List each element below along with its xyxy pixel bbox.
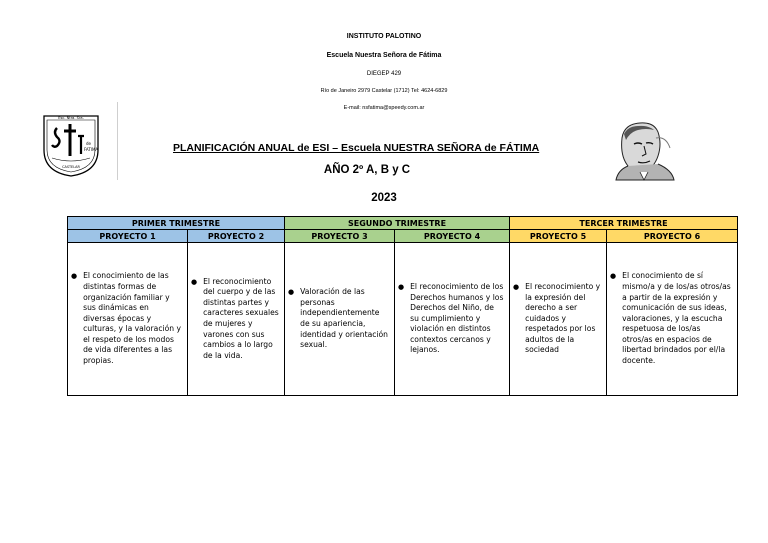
school-address: Río de Janeiro 2979 Castelar (1712) Tel: 4624-6829 xyxy=(320,88,448,94)
project-5-header: PROYECTO 5 xyxy=(510,230,607,243)
logo-text-bottom: CASTELAR xyxy=(62,165,80,169)
project-4-text: El reconocimiento de los Derechos humanos y los Derechos del Niño, de su cumplimiento y violación en distintos contextos cercanos y lejanos. xyxy=(410,281,504,355)
bullet-icon: ● xyxy=(288,288,295,297)
bullet-icon: ● xyxy=(398,282,405,291)
logo-text-de: de xyxy=(86,141,91,146)
year: 2023 xyxy=(371,192,397,204)
project-1-header: PROYECTO 1 xyxy=(68,230,188,243)
project-2-cell xyxy=(188,243,285,396)
project-6-header: PROYECTO 6 xyxy=(607,230,738,243)
project-2-text: El reconocimiento del cuerpo y de las distintas partes y caracteres sexuales de mujeres y varones con sus cambios a lo largo de la vida. xyxy=(203,276,279,360)
logo-text-fatima: FATIMA xyxy=(84,147,99,152)
trimester-2-header: SEGUNDO TRIMESTRE xyxy=(285,217,510,230)
bullet-icon: ● xyxy=(191,277,198,286)
project-1-cell xyxy=(68,243,188,396)
diegep-number: DIEGEP 429 xyxy=(366,71,402,77)
project-5-cell xyxy=(510,243,607,396)
project-4-cell xyxy=(395,243,510,396)
school-name: Escuela Nuestra Señora de Fátima xyxy=(326,52,442,59)
project-content-row xyxy=(68,243,738,396)
bullet-icon: ● xyxy=(513,282,520,291)
project-1-text: El conocimiento de las distintas formas de organización familiar y sus dinámicas en diversas épocas y culturas, y la valoración y el respeto de los modos de vida diferentes a las propias. xyxy=(83,271,181,366)
school-email: E-mail: nsfatima@speedy.com.ar xyxy=(343,105,425,111)
project-2-header: PROYECTO 2 xyxy=(188,230,285,243)
institute-name: INSTITUTO PALOTINO xyxy=(346,33,422,40)
bullet-icon: ● xyxy=(610,272,617,281)
project-5-text: El reconocimiento y la expresión del derecho a ser cuidados y respetados por los adultos de la sociedad xyxy=(525,281,601,355)
planning-title: PLANIFICACIÓN ANUAL de ESI – Escuela NUESTRA SEÑORA de FÁTIMA xyxy=(173,142,540,154)
project-4-header: PROYECTO 4 xyxy=(395,230,510,243)
project-6-text: El conocimiento de sí mismo/a y de los/as otros/as a partir de la expresión y comunicación de sus ideas, valoraciones, y la escucha respetuosa de los/as otros/as en espacios de libertad brindados por el/la docente. xyxy=(622,271,731,366)
trimester-1-header: PRIMER TRIMESTRE xyxy=(68,217,285,230)
project-3-header: PROYECTO 3 xyxy=(285,230,395,243)
planning-table xyxy=(67,216,738,396)
project-3-cell xyxy=(285,243,395,396)
trimester-row xyxy=(68,217,738,230)
bullet-icon: ● xyxy=(71,272,78,281)
logo-text-top: Esc. Ntra. Sra. xyxy=(58,116,84,120)
project-3-text: Valoración de las personas independientemente de su apariencia, identidad y orientación sexual. xyxy=(300,287,388,350)
project-6-cell xyxy=(607,243,738,396)
project-header-row xyxy=(68,230,738,243)
trimester-3-header: TERCER TRIMESTRE xyxy=(510,217,738,230)
grade-line: AÑO 2º A, B y C xyxy=(323,164,411,176)
